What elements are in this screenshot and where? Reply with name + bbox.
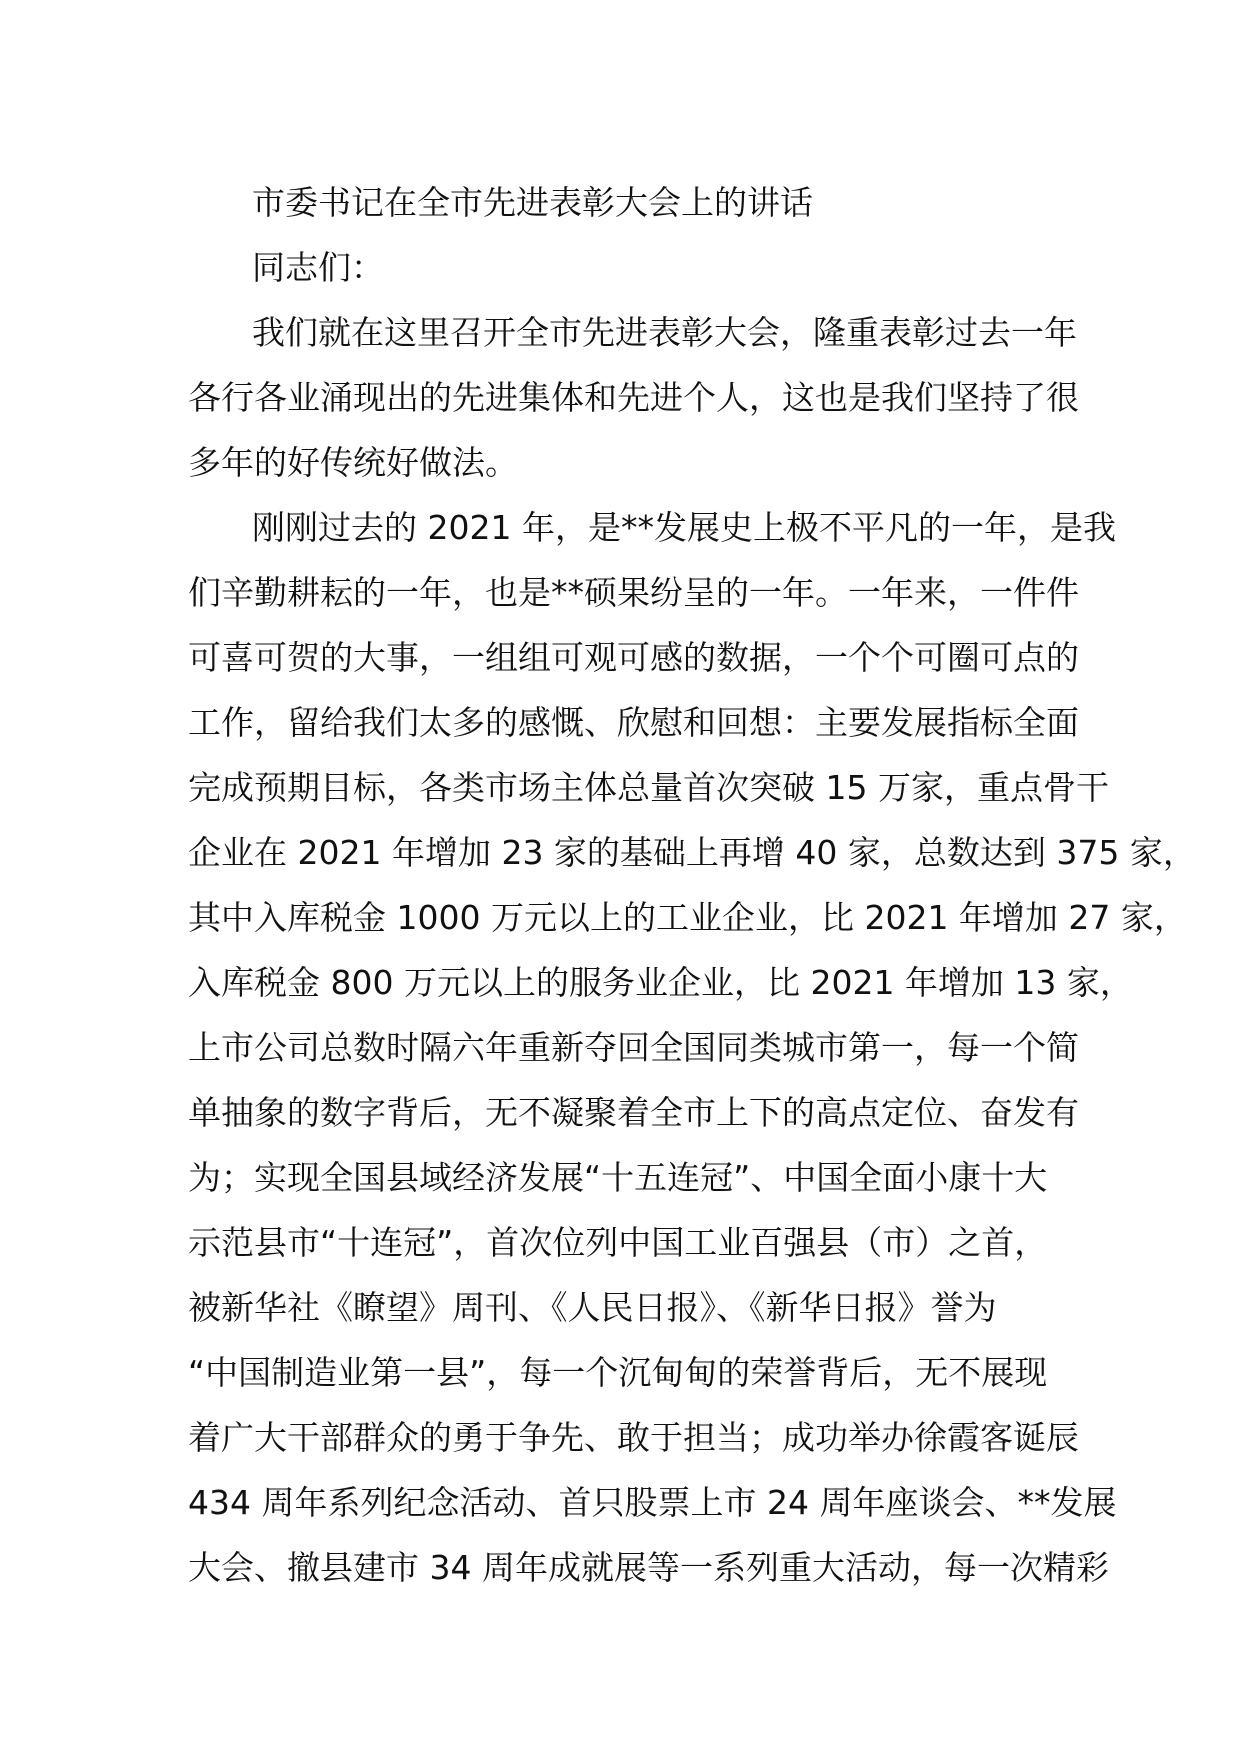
- paragraph-line: 大会、撤县建市 34 周年成就展等一系列重大活动，每一次精彩: [188, 1548, 1109, 1587]
- paragraph-line: 各行各业涌现出的先进集体和先进个人，这也是我们坚持了很: [188, 378, 1079, 417]
- document-title: 市委书记在全市先进表彰大会上的讲话: [252, 183, 813, 222]
- paragraph-line: 着广大干部群众的勇于争先、敢于担当；成功举办徐霞客诞辰: [188, 1418, 1079, 1457]
- paragraph-line: 入库税金 800 万元以上的服务业企业，比 2021 年增加 13 家，: [188, 963, 1133, 1002]
- paragraph-line: 被新华社《瞭望》周刊、《人民日报》、《新华日报》誉为: [188, 1288, 997, 1327]
- paragraph-line: “中国制造业第一县”，每一个沉甸甸的荣誉背后，无不展现: [188, 1353, 1048, 1392]
- paragraph-line: 们辛勤耕耘的一年，也是**硕果纷呈的一年。一年来，一件件: [188, 573, 1079, 612]
- paragraph-1: [188, 300, 1079, 495]
- paragraph-line: 工作，留给我们太多的感慨、欣慰和回想：主要发展指标全面: [188, 703, 1079, 742]
- paragraph-line: 为；实现全国县域经济发展“十五连冠”、中国全面小康十大: [188, 1158, 1048, 1197]
- paragraph-line: 我们就在这里召开全市先进表彰大会，隆重表彰过去一年: [252, 313, 1077, 352]
- paragraph-line: 示范县市“十连冠”，首次位列中国工业百强县（市）之首，: [188, 1223, 1048, 1262]
- paragraph-line: 可喜可贺的大事，一组组可观可感的数据，一个个可圈可点的: [188, 638, 1079, 677]
- paragraph-line: 上市公司总数时隔六年重新夺回全国同类城市第一，每一个简: [188, 1028, 1079, 1067]
- paragraph-line: 多年的好传统好做法。: [188, 443, 518, 482]
- salutation: 同志们：: [252, 248, 384, 287]
- paragraph-line: 完成预期目标，各类市场主体总量首次突破 15 万家，重点骨干: [188, 768, 1109, 807]
- paragraph-line: 企业在 2021 年增加 23 家的基础上再增 40 家，总数达到 375 家，: [188, 833, 1196, 872]
- document-body: [188, 170, 1196, 1600]
- paragraph-line: 刚刚过去的 2021 年，是**发展史上极不平凡的一年，是我: [252, 508, 1116, 547]
- paragraph-2: [188, 495, 1196, 1600]
- paragraph-line: 单抽象的数字背后，无不凝聚着全市上下的高点定位、奋发有: [188, 1093, 1079, 1132]
- paragraph-line: 其中入库税金 1000 万元以上的工业企业，比 2021 年增加 27 家，: [188, 898, 1187, 937]
- paragraph-line: 434 周年系列纪念活动、首只股票上市 24 周年座谈会、**发展: [188, 1483, 1117, 1522]
